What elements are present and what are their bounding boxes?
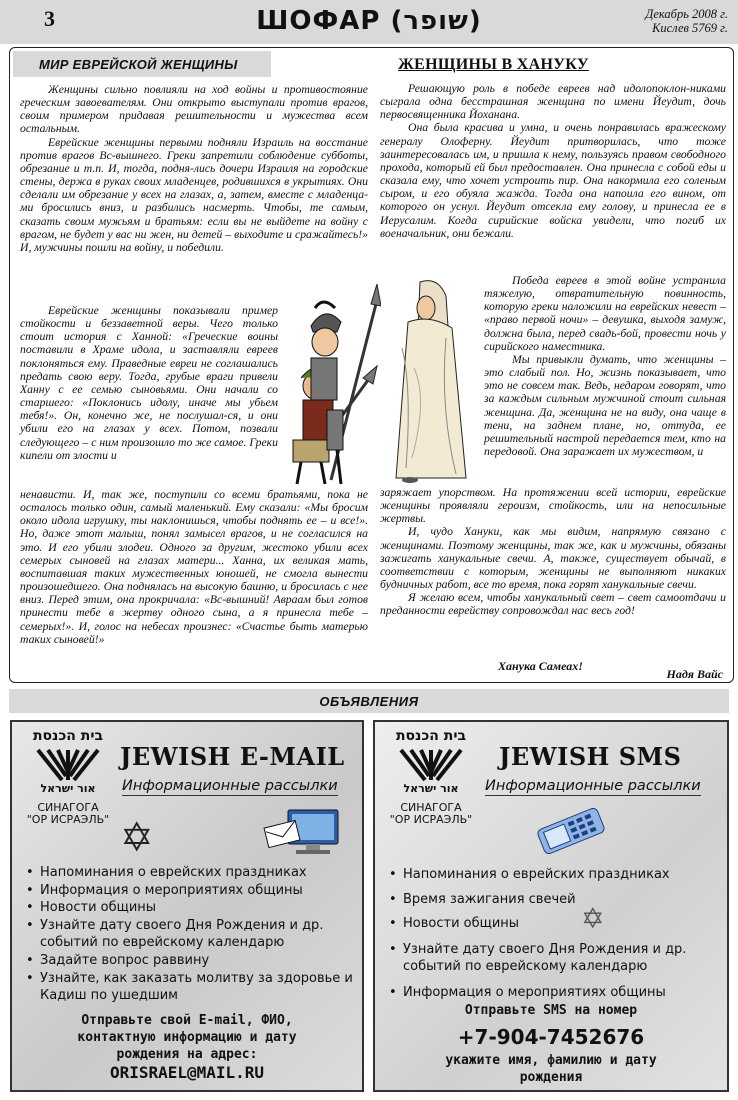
article-title: ЖЕНЩИНЫ В ХАНУКУ xyxy=(398,56,589,73)
ad-subtitle: Информационные рассылки xyxy=(122,778,338,794)
computer-envelope-icon xyxy=(262,806,342,862)
paragraph: Победа евреев в этой войне устранила тяжелую, отвратительную повинность, которую греки наложили на еврейских невест – «право первой ночи» – девушка, выходя замуж, должна была, перед свадь-бой, провести ночь у сирийского наместника. xyxy=(484,274,726,353)
star-of-david-icon: ✡ xyxy=(120,815,154,860)
list-item: • Время зажигания свечей xyxy=(389,888,723,913)
list-item: • Новости общины xyxy=(389,912,723,937)
article-column-left-bottom xyxy=(20,488,368,646)
article-greeting: Ханука Самеах! xyxy=(498,659,583,673)
list-item: • Задайте вопрос раввину xyxy=(26,952,356,970)
article-author: Надя Вайс xyxy=(666,667,723,681)
list-item: • Напоминания о еврейских праздниках xyxy=(26,864,356,882)
jewish-email-ad xyxy=(10,720,364,1092)
contact-email[interactable]: ORISRAEL@MAIL.RU xyxy=(109,1063,265,1082)
mobile-phone-icon xyxy=(535,808,607,854)
paragraph: Она была красива и умна, и очень понравилась вражескому генералу Олоферну. Йеудит притворилась, что тоже заинтересовалась им, и пришла к нему, пользуясь правом свободного прохода, который ей был предоставлен. Она принесла с собой еды и сказала ему, что хочет устроить пир. Она накормила его соленым сыром, и его обуяла жажда. Тогда она напоила его вином, от которого он уснул. Йеудит отсекла ему голову, и принесла ее в Иерусалим. Когда сирийские войска увидели, что погиб их военачальник, они бежали. xyxy=(380,121,726,240)
ad-call-to-action: Отправьте SMS на номер xyxy=(464,1003,638,1018)
logo-hebrew-top: בית הכנסת xyxy=(32,728,104,744)
article-column-left-narrow xyxy=(20,304,278,462)
section-label: МИР ЕВРЕЙСКОЙ ЖЕНЩИНЫ xyxy=(13,51,271,77)
yehudit-illustration xyxy=(386,278,478,486)
article-column-right-narrow xyxy=(484,274,726,458)
article-column-left-top xyxy=(20,83,368,254)
logo-hebrew-bottom: אור ישראל xyxy=(40,782,96,795)
ads-section-label: ОБЪЯВЛЕНИЯ xyxy=(9,689,729,713)
paragraph: Мы привыкли думать, что женщины – это слабый пол. Но, жизнь показывает, что это не совсем так. Ведь, недаром говорят, что за каждым сильным мужчиной стоит сильная женщина. Да, женщина не на виду, она чаще в тени, на заднем плане, но, оттуда, ее решительный настрой передается тем, кто на передовой. Она заражает их мужеством, и xyxy=(484,352,726,459)
newspaper-title: ШОФАР (שופר) xyxy=(256,6,482,36)
list-item: • Информация о мероприятиях общины xyxy=(26,882,356,900)
paragraph: ненависти. И, так же, поступили со всеми братьями, пока не осталось только один, самый маленький. Ему сказали: «Мы бросим около идола игрушку, ты наклонишься, чтобы поднять ее – и все!». Но, даже этот малыш, понял замысел врагов, и не согласился на это. И его убили злодеи. Одного за другим, жестоко убили всех семерых сыновей на глазах матери... Ханна, их великая мать, воспитавшая таких мужественных юношей, не смогла вынести произошедшего. Она поднялась на высокую башню, и бросилась с нее вниз. Перед этим, она прокричала: «Вс-вышний! Авраам был готов принести тебе в жертву одного сына, а я принесла тебе – семерых!». И, голос на небесах произнес: «Счастье быть матерью таких сыновей!» xyxy=(20,488,368,646)
list-item: • Информация о мероприятиях общины xyxy=(389,981,723,1006)
logo-synagogue-name: СИНАГОГА "ОР ИСРАЭЛЬ" xyxy=(26,801,110,826)
menorah-icon xyxy=(397,746,465,784)
paragraph: заряжает упорством. На протяжении всей истории, еврейские женщины проявляли героизм, стойкость, или на непосильные жертвы. xyxy=(380,486,726,526)
page-number: 3 xyxy=(44,6,55,31)
menorah-icon xyxy=(34,746,102,784)
ad-subtitle: Информационные рассылки xyxy=(485,778,701,794)
logo-synagogue-name: СИНАГОГА "ОР ИСРАЭЛЬ" xyxy=(389,801,473,826)
issue-date xyxy=(645,7,728,35)
list-item: • Напоминания о еврейских праздниках xyxy=(389,863,723,888)
issue-date-gregorian: Декабрь 2008 г. xyxy=(645,7,728,21)
ad-title: JEWISH E-MAIL xyxy=(120,742,345,771)
list-item: • Узнайте дату своего Дня Рождения и др. событий по еврейскому календарю xyxy=(389,941,723,976)
paragraph: Еврейские женщины первыми подняли Израиль на восстание против врагов Вс-вышнего. Греки запретили соблюдение субботы, обрезание и т.п. И, тогда, подня-лись дочери Израиля на городские стены, держа в руках своих младенцев, родившихся в укрытиях. Они сделали им обрезание у всех на глазах, а, затем, вместе с младенца-ми бросились вниз, и разбились насмерть. Чтобы, те самым, сказать своим мужьям и братьям: если вы не выйдете на войну с врагом, не будет у вас ни жен, ни детей – выходите и сражайтесь!» И, мужчины пошли на войну, и победили. xyxy=(20,135,368,254)
logo-hebrew-top: בית הכנסת xyxy=(395,728,467,744)
paragraph: И, чудо Хануки, как мы видим, напрямую связано с женщинами. Поэтому женщины, так же, как и мужчины, обязаны зажигать ханукальные свечи. А, также, существует обычай, в соответствии с которым, женщины не выполняют никаких будничных работ, все то время, пока горят ханукальные свечи. xyxy=(380,525,726,592)
ad-title: JEWISH SMS xyxy=(499,742,682,771)
synagogue-logo xyxy=(383,728,479,846)
ad-instructions: укажите имя, фамилию и дату рождения xyxy=(445,1053,657,1085)
star-of-david-icon: ✡ xyxy=(581,904,605,935)
page-header xyxy=(0,0,738,44)
logo-hebrew-bottom: אור ישראל xyxy=(403,782,459,795)
paragraph: Я желаю всем, чтобы ханукальный свет – свет самоотдачи и преданности еврейству сопровождал нас весь год! xyxy=(380,591,726,618)
sms-phone-number[interactable]: +7-904-7452676 xyxy=(457,1025,645,1049)
ad-feature-list xyxy=(389,863,723,1005)
list-item: • Новости общины xyxy=(26,899,356,917)
synagogue-logo xyxy=(20,728,116,846)
jewish-sms-ad xyxy=(373,720,729,1092)
list-item: • Узнайте дату своего Дня Рождения и др. событий по еврейскому календарю xyxy=(26,917,356,952)
article-column-right-top xyxy=(380,82,726,240)
issue-date-hebrew: Кислев 5769 г. xyxy=(652,21,728,35)
list-item: • Узнайте, как заказать молитву за здоровье и Кадиш по ушедшим xyxy=(26,970,356,1005)
ad-call-to-action: Отправьте свой E-mail, ФИО, контактную информацию и дату рождения на адрес: xyxy=(77,1013,297,1062)
paragraph: Женщины сильно повлияли на ход войны и противостояние греческим завоевателям. Они открыто выступали против врагов, своим примером придавая решительности и мужества всем остальным. xyxy=(20,83,368,136)
article-column-right-bottom xyxy=(380,486,726,618)
paragraph: Еврейские женщины показывали пример стойкости и беззаветной веры. Чего только стоит история с Ханной: «Греческие воины поставили в Храме идола, и заставляли евреев поклоняться ему. Праведные евреи не соглашались предать свою веру. Тогда, грубые враги привели Ханну с ее семью сыновьями. Они начали со старшего: «Поклонись идолу, иначе мы убьем тебя!». Он, конечно же, не послушал-ся, и они убили его на глазах у всех. Потом, позвали следующего – с ним произошло то же самое. Греки кипели от злости и xyxy=(20,304,278,462)
article-frame xyxy=(9,47,734,683)
paragraph: Решающую роль в победе евреев над идолопоклон-никами сыграла одна бесстрашная женщина по имени Йеудит, дочь первосвященника Йоханана. xyxy=(380,82,726,122)
ad-feature-list xyxy=(26,864,356,1005)
greek-soldiers-illustration xyxy=(281,280,381,486)
